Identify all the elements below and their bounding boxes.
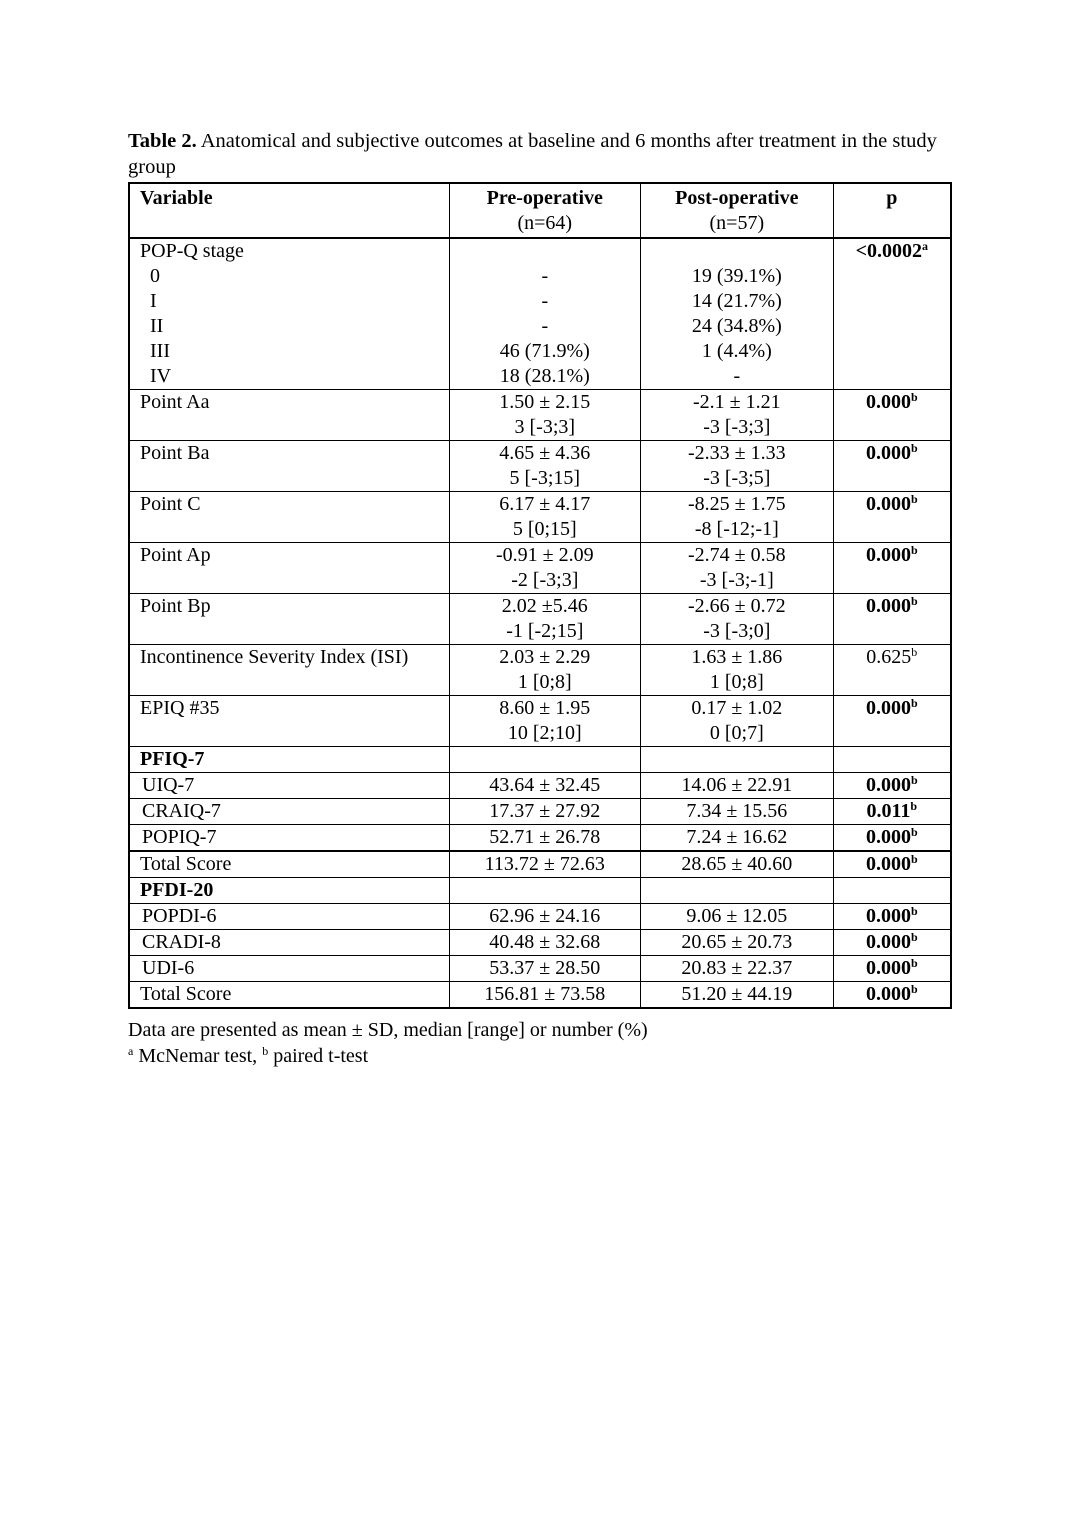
p-superscript: b	[910, 492, 918, 506]
p-value-cell	[833, 773, 951, 799]
pre-cell	[449, 645, 641, 696]
p-value: 0.000	[865, 774, 911, 796]
p-value-cell	[833, 956, 951, 982]
p-superscript: b	[910, 956, 918, 970]
p-value-cell	[833, 492, 951, 543]
p-value: 0.000	[865, 905, 911, 927]
p-value: 0.000	[865, 493, 911, 515]
p-value: 0.000	[865, 595, 911, 617]
pre-cell	[449, 441, 641, 492]
p-value-cell	[833, 930, 951, 956]
header-post	[641, 183, 834, 238]
p-value-cell	[833, 543, 951, 594]
post-median: 1 [0;8]	[709, 671, 764, 693]
post-mean: -8.25 ± 1.75	[688, 493, 786, 515]
popq-row	[129, 238, 951, 390]
table-row	[129, 773, 951, 799]
pre-median: -2 [-3;3]	[511, 569, 579, 591]
popq-label: POP-Q stage	[140, 240, 244, 262]
pre-median: 10 [2;10]	[507, 722, 582, 744]
pre-value: 156.81 ± 73.58	[449, 982, 641, 1009]
post-value: 7.24 ± 16.62	[641, 825, 834, 852]
post-value: 20.65 ± 20.73	[641, 930, 834, 956]
pre-mean: -0.91 ± 2.09	[495, 544, 594, 566]
p-superscript: b	[910, 696, 918, 710]
stage-post: 1 (4.4%)	[701, 340, 772, 362]
p-superscript: b	[910, 390, 918, 404]
row-label: UIQ-7	[129, 773, 449, 799]
pre-value: 62.96 ± 24.16	[449, 904, 641, 930]
post-median: -3 [-3;-1]	[699, 569, 774, 591]
pfiq-section-label: PFIQ-7	[129, 747, 449, 773]
p-value-cell	[833, 390, 951, 441]
p-value-cell	[833, 441, 951, 492]
row-label: Point Bp	[129, 594, 449, 645]
pfiq-section-row	[129, 747, 951, 773]
p-superscript: b	[910, 904, 918, 918]
p-superscript: b	[910, 799, 918, 813]
row-label: CRAIQ-7	[129, 799, 449, 825]
post-cell	[641, 696, 834, 747]
p-superscript: b	[911, 645, 918, 659]
pre-mean: 4.65 ± 4.36	[499, 442, 591, 464]
pre-value: 52.71 ± 26.78	[449, 825, 641, 852]
post-cell	[641, 390, 834, 441]
pre-mean: 2.02 ±5.46	[501, 595, 588, 617]
p-value: 0.000	[865, 853, 911, 875]
header-pre	[449, 183, 641, 238]
stage-post: -	[733, 365, 741, 387]
pre-median: -1 [-2;15]	[506, 620, 584, 642]
table-row	[129, 645, 951, 696]
table-row	[129, 492, 951, 543]
table-row	[129, 390, 951, 441]
p-value: 0.011	[866, 800, 911, 822]
row-label: EPIQ #35	[129, 696, 449, 747]
post-mean: -2.33 ± 1.33	[688, 442, 786, 464]
post-cell	[641, 645, 834, 696]
header-pre-n: (n=64)	[517, 212, 573, 234]
p-superscript: b	[910, 543, 918, 557]
post-median: -3 [-3;5]	[703, 467, 771, 489]
row-label: Point Ba	[129, 441, 449, 492]
p-superscript: b	[910, 773, 918, 787]
post-value: 28.65 ± 40.60	[641, 851, 834, 878]
note-test-a: McNemar test,	[133, 1045, 263, 1067]
pfdi-section-label: PFDI-20	[129, 878, 449, 904]
table-row	[129, 904, 951, 930]
stage-label: III	[150, 340, 170, 362]
header-pre-label: Pre-operative	[486, 187, 603, 209]
stage-pre: 18 (28.1%)	[499, 365, 590, 387]
p-value: 0.000	[865, 391, 911, 413]
row-label: Point C	[129, 492, 449, 543]
post-cell	[641, 441, 834, 492]
row-label: CRADI-8	[129, 930, 449, 956]
post-value: 51.20 ± 44.19	[641, 982, 834, 1009]
post-mean: -2.1 ± 1.21	[693, 391, 781, 413]
pre-mean: 1.50 ± 2.15	[499, 391, 591, 413]
table-row	[129, 441, 951, 492]
p-value: 0.000	[865, 957, 911, 979]
post-value: 7.34 ± 15.56	[641, 799, 834, 825]
post-median: 0 [0;7]	[709, 722, 764, 744]
p-value: 0.000	[865, 697, 911, 719]
pfdi-total-row	[129, 982, 951, 1009]
row-label: Total Score	[129, 982, 449, 1009]
p-value-cell	[833, 982, 951, 1009]
popq-label-cell	[129, 238, 449, 390]
post-cell	[641, 543, 834, 594]
pre-cell	[449, 492, 641, 543]
table-notes	[128, 1017, 648, 1069]
header-p: p	[833, 183, 951, 238]
p-value-cell	[833, 594, 951, 645]
stage-pre: -	[541, 265, 549, 287]
row-label: Incontinence Severity Index (ISI)	[129, 645, 449, 696]
table-row	[129, 799, 951, 825]
stage-post: 14 (21.7%)	[691, 290, 782, 312]
post-median: -3 [-3;3]	[703, 416, 771, 438]
p-value-cell	[833, 696, 951, 747]
post-mean: -2.74 ± 0.58	[688, 544, 786, 566]
pre-cell	[449, 594, 641, 645]
p-superscript: b	[910, 825, 918, 839]
table-caption	[128, 128, 958, 180]
pfiq-total-row	[129, 851, 951, 878]
outcomes-table	[128, 182, 952, 1009]
stage-label: II	[150, 315, 164, 337]
stage-label: IV	[150, 365, 172, 387]
notes-line-1: Data are presented as mean ± SD, median [range] or number (%)	[128, 1019, 648, 1041]
post-cell	[641, 594, 834, 645]
post-value: 9.06 ± 12.05	[641, 904, 834, 930]
stage-label: I	[150, 290, 157, 312]
row-label: POPDI-6	[129, 904, 449, 930]
table-row	[129, 930, 951, 956]
pre-value: 43.64 ± 32.45	[449, 773, 641, 799]
pre-value: 17.37 ± 27.92	[449, 799, 641, 825]
row-label: Point Ap	[129, 543, 449, 594]
pre-cell	[449, 390, 641, 441]
p-value-cell	[833, 645, 951, 696]
p-value: 0.625	[866, 646, 912, 668]
p-superscript: b	[910, 594, 918, 608]
p-superscript: b	[910, 852, 918, 866]
p-superscript: b	[910, 982, 918, 996]
post-mean: 0.17 ± 1.02	[691, 697, 783, 719]
pre-median: 1 [0;8]	[517, 671, 572, 693]
note-sup-a: a	[128, 1044, 134, 1058]
post-value: 14.06 ± 22.91	[641, 773, 834, 799]
p-value-cell	[833, 904, 951, 930]
stage-pre: 46 (71.9%)	[499, 340, 590, 362]
p-superscript: a	[922, 239, 928, 253]
p-superscript: b	[910, 930, 918, 944]
pre-median: 5 [0;15]	[512, 518, 577, 540]
p-value: 0.000	[865, 931, 911, 953]
table-label: Table 2.	[128, 130, 197, 152]
table-row	[129, 825, 951, 852]
notes-line-2	[128, 1043, 648, 1069]
post-mean: 1.63 ± 1.86	[691, 646, 783, 668]
note-sup-b: b	[262, 1044, 269, 1058]
p-superscript: b	[910, 441, 918, 455]
table-row	[129, 594, 951, 645]
stage-pre: -	[541, 290, 549, 312]
pre-mean: 6.17 ± 4.17	[499, 493, 591, 515]
pre-median: 3 [-3;3]	[514, 416, 576, 438]
p-value: 0.000	[865, 544, 911, 566]
row-label: POPIQ-7	[129, 825, 449, 852]
pre-mean: 8.60 ± 1.95	[499, 697, 591, 719]
pfdi-section-row	[129, 878, 951, 904]
stage-label: 0	[150, 265, 160, 287]
popq-pre-cell	[449, 238, 641, 390]
header-post-n: (n=57)	[709, 212, 765, 234]
post-mean: -2.66 ± 0.72	[688, 595, 786, 617]
pre-value: 53.37 ± 28.50	[449, 956, 641, 982]
row-label: Point Aa	[129, 390, 449, 441]
p-value-cell	[833, 851, 951, 878]
stage-pre: -	[541, 315, 549, 337]
header-variable: Variable	[129, 183, 449, 238]
popq-p-cell	[833, 238, 951, 390]
header-row	[129, 183, 951, 238]
p-value: 0.000	[865, 983, 911, 1005]
pre-cell	[449, 543, 641, 594]
post-value: 20.83 ± 22.37	[641, 956, 834, 982]
p-value: <0.0002	[855, 240, 922, 262]
caption-text: Anatomical and subjective outcomes at baseline and 6 months after treatment in the study group	[128, 130, 937, 178]
p-value-cell	[833, 825, 951, 852]
row-label: UDI-6	[129, 956, 449, 982]
note-test-b: paired t-test	[268, 1045, 369, 1067]
pre-value: 40.48 ± 32.68	[449, 930, 641, 956]
p-value: 0.000	[865, 826, 911, 848]
stage-post: 19 (39.1%)	[691, 265, 782, 287]
row-label: Total Score	[129, 851, 449, 878]
p-value-cell	[833, 799, 951, 825]
stage-post: 24 (34.8%)	[691, 315, 782, 337]
p-value: 0.000	[865, 442, 911, 464]
post-cell	[641, 492, 834, 543]
table-row	[129, 956, 951, 982]
pre-mean: 2.03 ± 2.29	[499, 646, 591, 668]
pre-cell	[449, 696, 641, 747]
pre-value: 113.72 ± 72.63	[449, 851, 641, 878]
header-post-label: Post-operative	[675, 187, 799, 209]
table-row	[129, 543, 951, 594]
post-median: -3 [-3;0]	[703, 620, 771, 642]
popq-post-cell	[641, 238, 834, 390]
post-median: -8 [-12;-1]	[694, 518, 779, 540]
pre-median: 5 [-3;15]	[509, 467, 581, 489]
table-row	[129, 696, 951, 747]
